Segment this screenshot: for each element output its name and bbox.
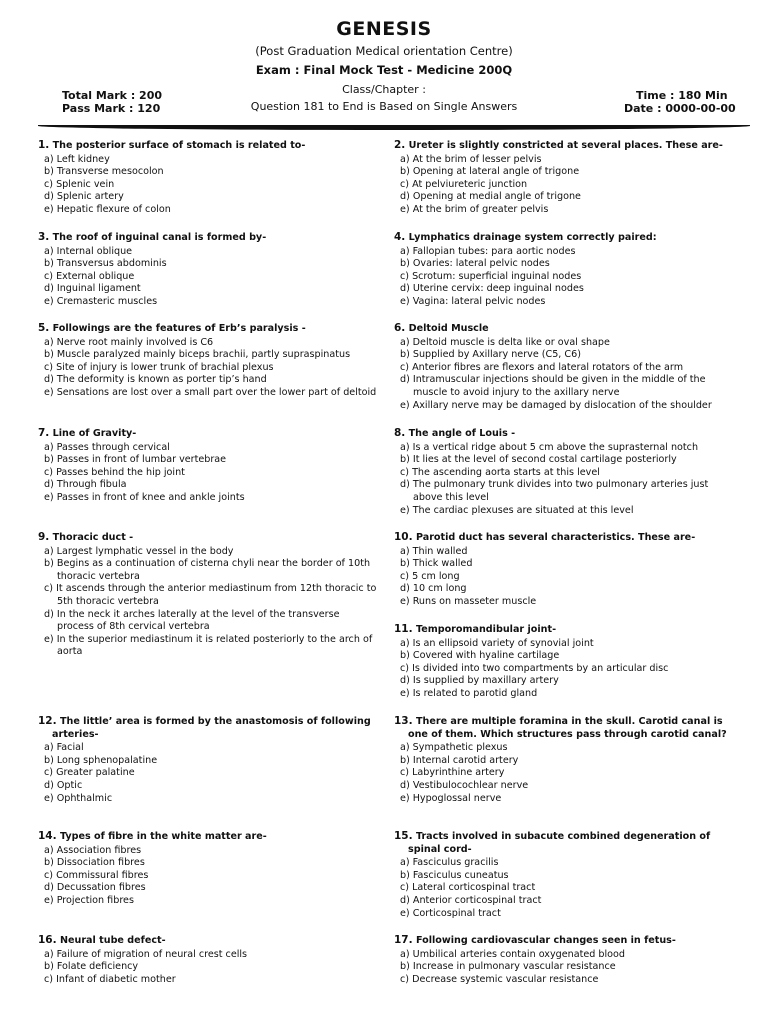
time-date-block <box>624 89 736 115</box>
option-d: d) Decussation fibres <box>44 882 146 894</box>
question-text: 11. Temporomandibular joint- <box>394 623 557 635</box>
option-a: a) Umbilical arteries contain oxygenated blood <box>400 948 625 960</box>
option-c: c) At pelviureteric junction <box>400 178 528 190</box>
question-text: 7. Line of Gravity- <box>38 427 137 439</box>
question-text: 3. The roof of inguinal canal is formed by- <box>38 231 267 243</box>
option-d: d) Inguinal ligament <box>44 283 141 295</box>
option-c: c) Splenic vein <box>44 178 115 190</box>
question-text: 9. Thoracic duct - <box>38 531 134 543</box>
option-b: b) Opening at lateral angle of trigone <box>400 166 580 178</box>
question-block <box>38 139 378 217</box>
question-block <box>394 231 734 309</box>
option-c: c) It ascends through the anterior mediastinum from 12th thoracic to 5th thoracic vertebra <box>44 583 377 607</box>
option-b: b) Thick walled <box>400 558 473 570</box>
question-text: 12. The little’ area is formed by the anastomosis of following arteries- <box>38 715 371 740</box>
question-text: 17. Following cardiovascular changes seen in fetus- <box>394 934 676 946</box>
question-text: 6. Deltoid Muscle <box>394 322 489 334</box>
marks-block <box>62 89 162 115</box>
option-b: b) Supplied by Axillary nerve (C5, C6) <box>400 349 581 361</box>
question-block <box>38 934 378 986</box>
question-text: 5. Followings are the features of Erb’s paralysis - <box>38 322 306 334</box>
option-b: b) Ovaries: lateral pelvic nodes <box>400 258 550 270</box>
option-a: a) Is a vertical ridge about 5 cm above the suprasternal notch <box>400 441 699 453</box>
option-e: e) The cardiac plexuses are situated at this level <box>400 504 634 516</box>
option-c: c) Scrotum: superficial inguinal nodes <box>400 270 582 282</box>
option-b: b) Covered with hyaline cartilage <box>400 650 560 662</box>
option-b: b) Passes in front of lumbar vertebrae <box>44 454 227 466</box>
option-e: e) Projection fibres <box>44 894 134 906</box>
question-text: 10. Parotid duct has several characteristics. These are- <box>394 531 696 543</box>
option-a: a) Thin walled <box>400 545 468 557</box>
pass-mark: Pass Mark : 120 <box>62 102 161 115</box>
option-d: d) Optic <box>44 779 83 791</box>
option-d: d) Is supplied by maxillary artery <box>400 675 559 687</box>
option-d: d) Through fibula <box>44 479 127 491</box>
question-text: 15. Tracts involved in subacute combined degeneration of spinal cord- <box>394 830 711 855</box>
option-c: c) Anterior fibres are flexors and lateral rotators of the arm <box>400 361 684 373</box>
option-a: a) Left kidney <box>44 153 110 165</box>
option-b: b) Transverse mesocolon <box>44 166 164 178</box>
question-text: 14. Types of fibre in the white matter are- <box>38 830 267 842</box>
option-c: c) Is divided into two compartments by an articular disc <box>400 662 669 674</box>
option-c: c) Passes behind the hip joint <box>44 466 185 478</box>
question-block <box>394 934 734 986</box>
option-c: c) 5 cm long <box>400 570 460 582</box>
option-b: b) It lies at the level of second costal cartilage posteriorly <box>400 454 677 466</box>
option-c: c) The ascending aorta starts at this level <box>400 466 600 478</box>
exam-name: Exam : Final Mock Test - Medicine 200Q <box>255 63 513 77</box>
option-b: b) Long sphenopalatine <box>44 754 158 766</box>
option-b: b) Muscle paralyzed mainly biceps brachii, partly supraspinatus <box>44 349 351 361</box>
option-d: d) Splenic artery <box>44 191 124 203</box>
option-a: a) Association fibres <box>44 844 142 856</box>
exam-time: Time : 180 Min <box>636 89 728 102</box>
option-a: a) Fasciculus gracilis <box>400 857 499 869</box>
option-c: c) Greater palatine <box>44 767 135 779</box>
option-e: e) Hepatic flexure of colon <box>44 203 171 215</box>
total-mark: Total Mark : 200 <box>62 89 163 102</box>
question-block <box>38 531 378 659</box>
question-block <box>38 830 378 908</box>
question-block <box>394 531 734 609</box>
option-c: c) Decrease systemic vascular resistance <box>400 973 599 985</box>
option-b: b) Increase in pulmonary vascular resistance <box>400 961 616 973</box>
option-a: a) At the brim of lesser pelvis <box>400 153 542 165</box>
option-a: a) Nerve root mainly involved is C6 <box>44 336 214 348</box>
question-text: 4. Lymphatics drainage system correctly paired: <box>394 231 657 243</box>
option-d: d) In the neck it arches laterally at the level of the transverse process of 8th cervical vertebra <box>44 608 340 633</box>
question-block <box>38 231 378 309</box>
question-block <box>394 830 734 920</box>
option-a: a) Passes through cervical <box>44 441 170 453</box>
option-d: d) Anterior corticospinal tract <box>400 894 542 906</box>
question-block <box>394 139 734 217</box>
option-b: b) Transversus abdominis <box>44 258 167 270</box>
option-e: e) In the superior mediastinum it is related posteriorly to the arch of aorta <box>44 633 373 658</box>
answer-basis-note: Question 181 to End is Based on Single Answers <box>250 100 518 113</box>
question-text: 2. Ureter is slightly constricted at several places. These are- <box>394 139 723 151</box>
question-block <box>38 715 378 805</box>
option-c: c) Labyrinthine artery <box>400 767 505 779</box>
option-b: b) Fasciculus cuneatus <box>400 869 509 881</box>
option-e: e) Hypoglossal nerve <box>400 792 502 804</box>
option-d: d) Uterine cervix: deep inguinal nodes <box>400 283 584 295</box>
question-block <box>394 427 734 517</box>
header-divider <box>38 125 750 130</box>
question-block <box>394 715 734 805</box>
question-text: 1. The posterior surface of stomach is related to- <box>38 139 306 151</box>
question-block <box>394 322 734 412</box>
class-chapter: Class/Chapter : <box>342 83 426 96</box>
option-e: e) Axillary nerve may be damaged by dislocation of the shoulder <box>400 399 712 411</box>
option-e: e) Runs on masseter muscle <box>400 595 537 607</box>
option-d: d) Vestibulocochlear nerve <box>400 779 529 791</box>
option-b: b) Folate deficiency <box>44 961 139 973</box>
option-b: b) Begins as a continuation of cisterna chyli near the border of 10th thoracic vertebra <box>44 558 371 582</box>
option-d: d) The deformity is known as porter tip’s hand <box>44 374 267 386</box>
option-d: d) The pulmonary trunk divides into two pulmonary arteries just above this level <box>400 479 709 503</box>
question-block <box>394 623 734 701</box>
option-a: a) Internal oblique <box>44 245 133 257</box>
institute-subtitle: (Post Graduation Medical orientation Centre) <box>255 44 513 58</box>
option-d: d) 10 cm long <box>400 583 467 595</box>
question-block <box>38 427 378 505</box>
exam-header <box>0 0 768 140</box>
option-e: e) Corticospinal tract <box>400 907 501 919</box>
option-a: a) Largest lymphatic vessel in the body <box>44 545 234 557</box>
option-a: a) Is an ellipsoid variety of synovial joint <box>400 637 594 649</box>
option-e: e) At the brim of greater pelvis <box>400 203 549 215</box>
option-a: a) Deltoid muscle is delta like or oval shape <box>400 336 610 348</box>
option-b: b) Internal carotid artery <box>400 754 519 766</box>
option-e: e) Sensations are lost over a small part over the lower part of deltoid <box>44 386 377 398</box>
option-c: c) Lateral corticospinal tract <box>400 882 536 894</box>
option-c: c) Infant of diabetic mother <box>44 973 176 985</box>
option-a: a) Facial <box>44 742 84 754</box>
option-e: e) Ophthalmic <box>44 792 113 804</box>
question-text: 16. Neural tube defect- <box>38 934 166 946</box>
option-b: b) Dissociation fibres <box>44 857 145 869</box>
option-c: c) External oblique <box>44 270 135 282</box>
option-d: d) Intramuscular injections should be given in the middle of the muscle to avoid injury to the axillary nerve <box>400 374 706 398</box>
option-e: e) Cremasteric muscles <box>44 295 158 307</box>
option-c: c) Site of injury is lower trunk of brachial plexus <box>44 361 274 373</box>
question-block <box>38 322 378 400</box>
option-c: c) Commissural fibres <box>44 869 149 881</box>
option-d: d) Opening at medial angle of trigone <box>400 191 581 203</box>
question-text: 8. The angle of Louis - <box>394 427 516 439</box>
page-title: GENESIS <box>336 18 432 40</box>
exam-date: Date : 0000-00-00 <box>624 102 736 115</box>
option-a: a) Sympathetic plexus <box>400 742 508 754</box>
option-e: e) Vagina: lateral pelvic nodes <box>400 295 546 307</box>
question-text: 13. There are multiple foramina in the skull. Carotid canal is one of them. Which structures pass through carotid canal? <box>394 715 727 740</box>
option-e: e) Is related to parotid gland <box>400 687 538 699</box>
option-e: e) Passes in front of knee and ankle joints <box>44 491 245 503</box>
option-a: a) Fallopian tubes: para aortic nodes <box>400 245 576 257</box>
option-a: a) Failure of migration of neural crest cells <box>44 948 248 960</box>
